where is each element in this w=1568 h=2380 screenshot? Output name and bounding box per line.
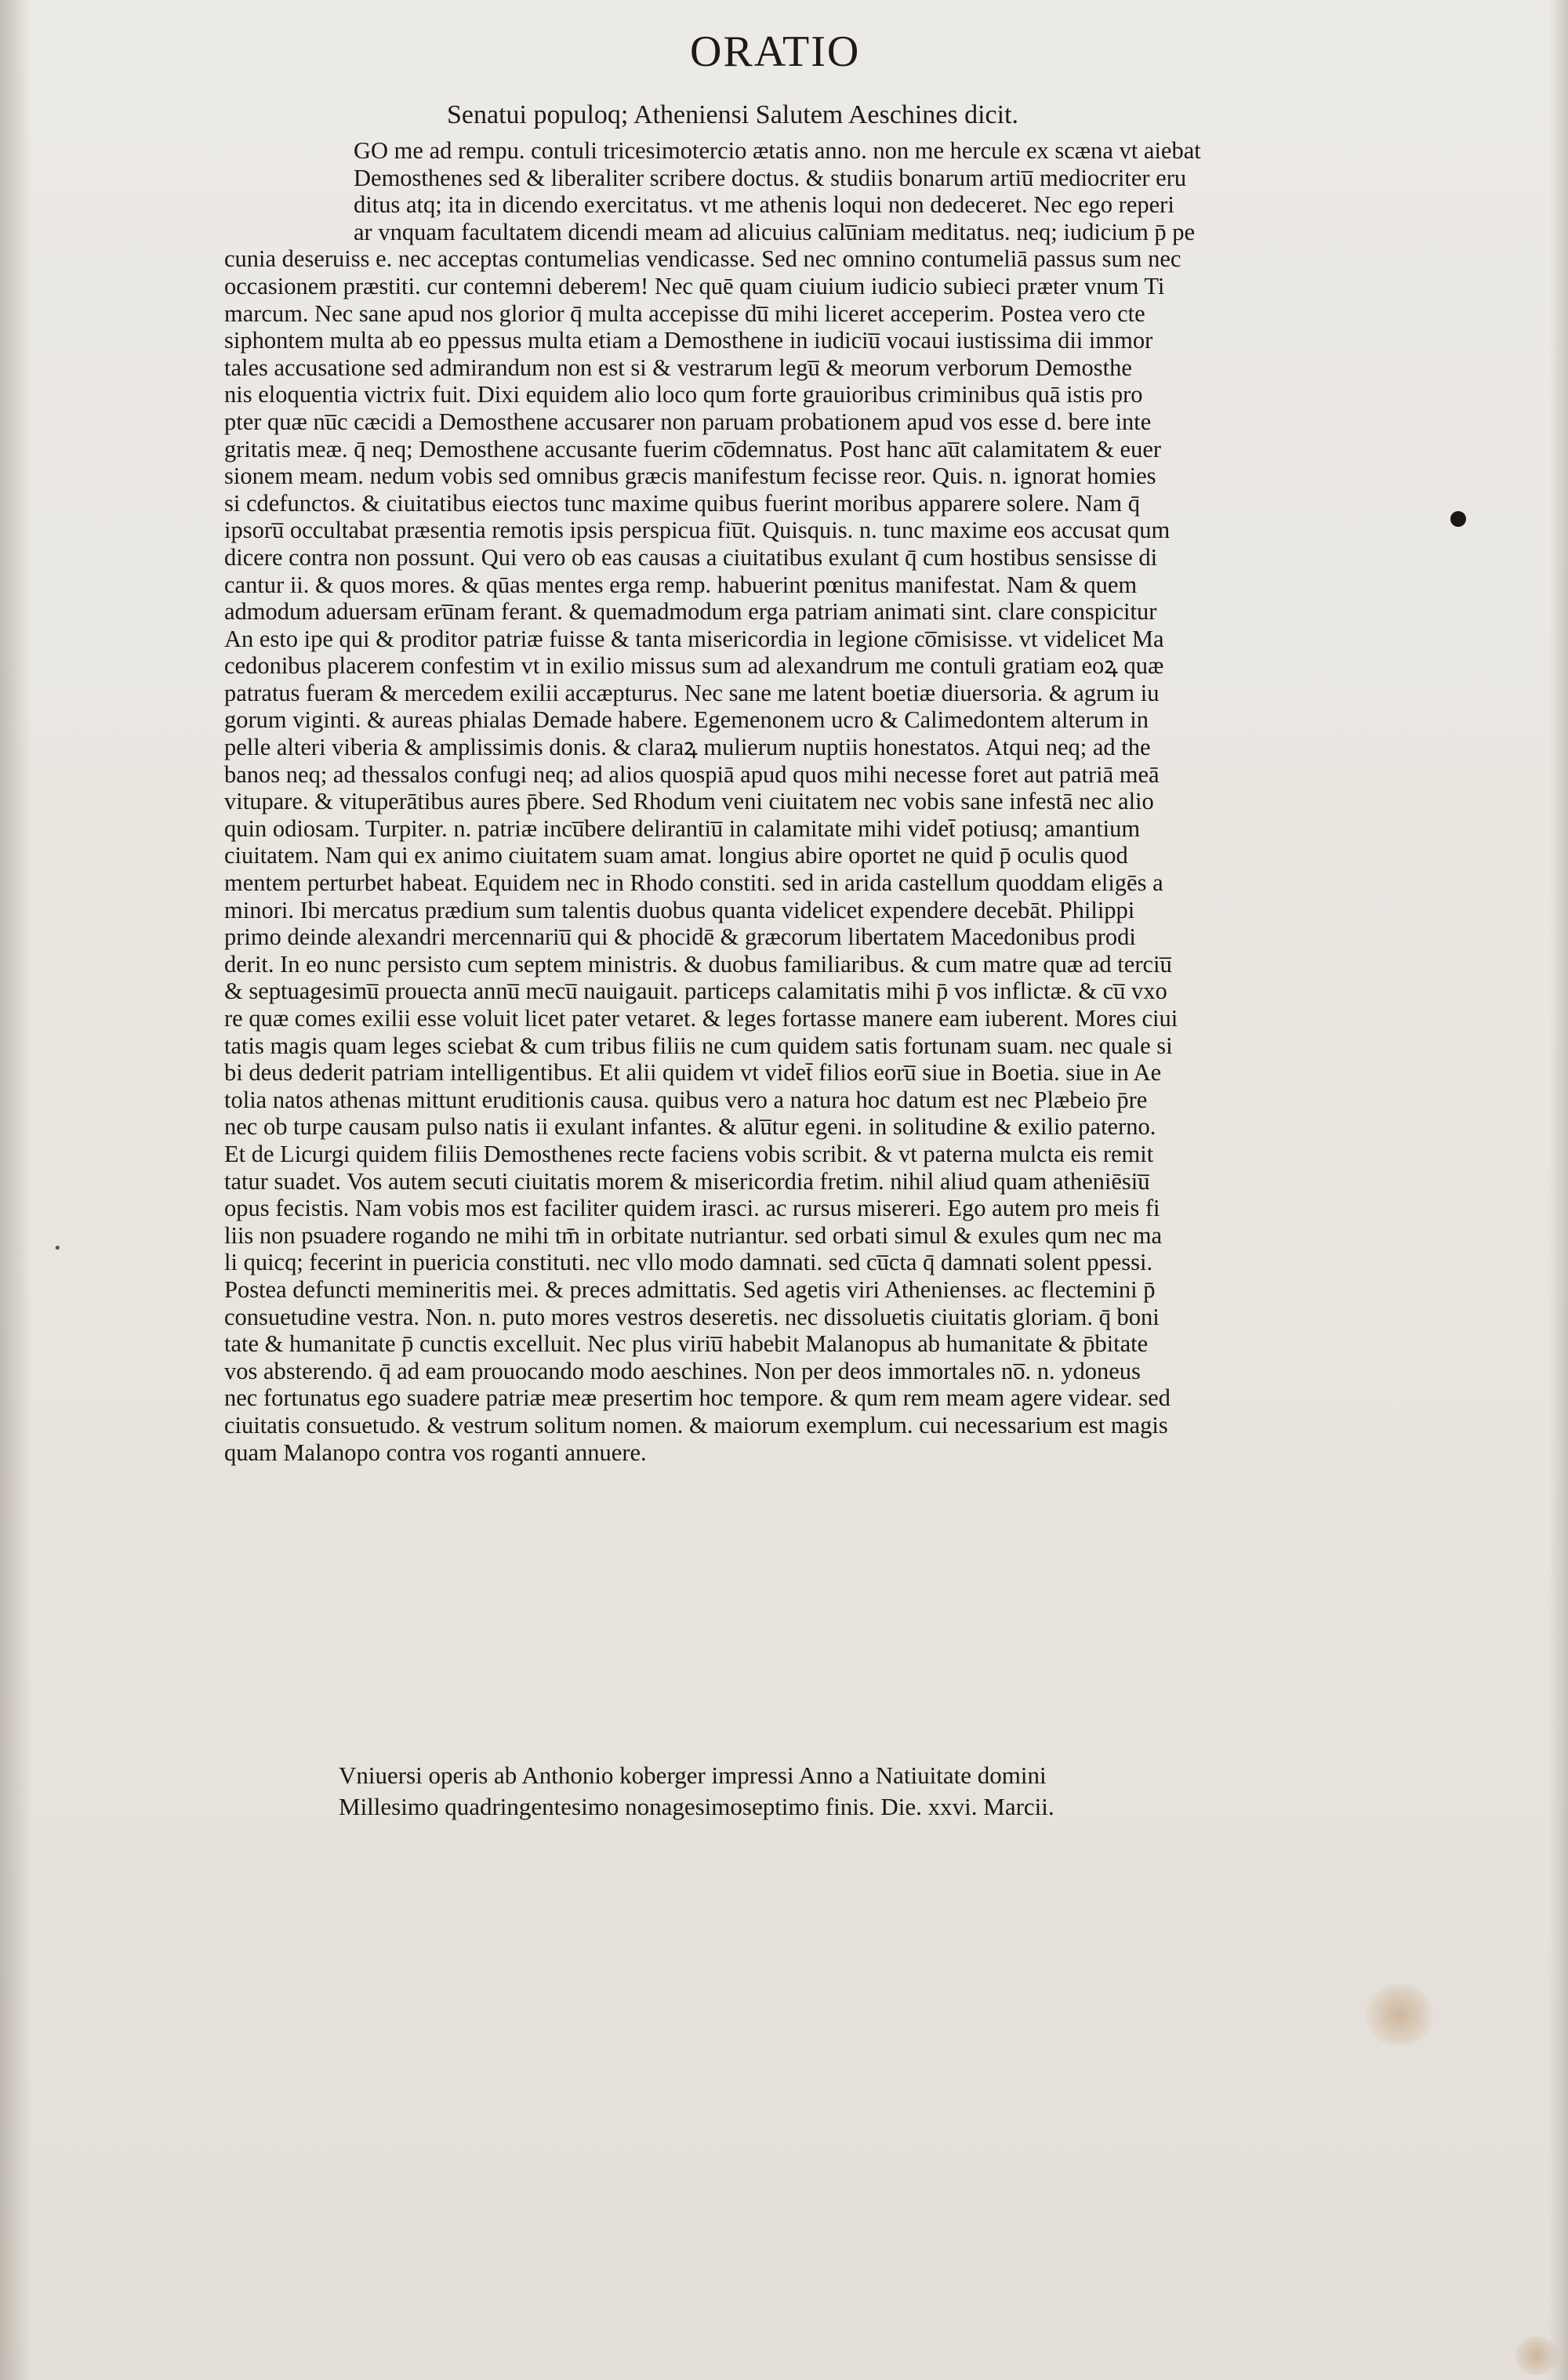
text-line: primo deinde alexandri mercennariu̅ qui & phocidē & græcorum libertatem Macedonibus prodi [224, 923, 1136, 951]
text-line: ar vnquam facultatem dicendi meam ad alicuius calu̅niam meditatus. neq; iudicium p̄ pe [354, 218, 1196, 245]
margin-mark: • [53, 1240, 62, 1257]
text-line: tatis magis quam leges sciebat & cum tribus filiis ne cum quidem satis fortunam suam. nec quale si [224, 1032, 1173, 1059]
text-line: ciuitatis consuetudo. & vestrum solitum nomen. & maiorum exemplum. cui necessarium est magis [224, 1411, 1168, 1439]
colophon-line: Vniuersi operis ab Anthonio koberger impressi Anno a Natiuitate domini [339, 1761, 1047, 1789]
text-line: ipsoru̅ occultabat præsentia remotis ipsis perspicua fiu̅t. Quisquis. n. tunc maxime eos accusat qum [224, 517, 1171, 544]
text-line: li quicq; fecerint in puericia constituti. nec vllo modo damnati. sed cu̅cta q̄ damnati solent ppessi. [224, 1249, 1153, 1276]
text-line: consuetudine vestra. Non. n. puto mores vestros deseretis. nec dissoluetis ciuitatis gloriam. q̄ boni [224, 1303, 1160, 1330]
text-line: vos absterendo. q̄ ad eam prouocando modo aeschines. Non per deos immortales no̅. n. ydoneus [224, 1357, 1141, 1384]
text-line: opus fecistis. Nam vobis mos est faciliter quidem irasci. ac rursus misereri. Ego autem pro meis fi [224, 1195, 1160, 1222]
text-line: pter quæ nu̅c cæcidi a Demosthene accusarer non paruam probationem apud vos esse d. bere inte [224, 408, 1152, 435]
text-line: gritatis meæ. q̄ neq; Demosthene accusante fuerim co̅demnatus. Post hanc au̅t calamitatem & euer [224, 435, 1162, 463]
text-line: patratus fueram & mercedem exilii accæpturus. Nec sane me latent boetiæ diuersoria. & agrum iu [224, 679, 1160, 706]
text-line: bi deus dederit patriam intelligentibus. Et alii quidem vt videt̄ filios eoru̅ siue in Boetia. siue in Ae [224, 1059, 1162, 1087]
text-line: Postea defuncti memineritis mei. & preces admittatis. Sed agetis viri Athenienses. ac flectemini p̄ [224, 1275, 1156, 1303]
text-line: dicere contra non possunt. Qui vero ob eas causas a ciuitatibus exulant q̄ cum hostibus sensisse di [224, 543, 1158, 571]
text-line: sionem meam. nedum vobis sed omnibus græcis manifestum fecisse reor. Quis. n. ignorat homies [224, 463, 1156, 490]
colophon-line: Millesimo quadringentesimo nonagesimoseptimo finis. Die. xxvi. Marcii. [339, 1793, 1054, 1820]
text-line: ditus atq; ita in dicendo exercitatus. vt me athenis loqui non dedeceret. Nec ego reperi [354, 191, 1174, 219]
text-line: tatur suadet. Vos autem secuti ciuitatis morem & misericordia fretim. nihil aliud quam atheniēsiu̅ [224, 1167, 1150, 1195]
text-line: quam Malanopo contra vos roganti annuere. [224, 1439, 647, 1466]
text-line: mentem perturbet habeat. Equidem nec in Rhodo constiti. sed in arida castellum quoddam eligēs a [224, 869, 1163, 897]
text-line: liis non psuadere rogando ne mihi tm̄ in orbitate nutriantur. sed orbati simul & exules qum nec ma [224, 1221, 1163, 1249]
text-line: pelle alteri viberia & amplissimis donis. & claraꝝ mulierum nuptiis honestatos. Atqui neq; ad the [224, 734, 1151, 761]
salutation-line: Senatui populoq; Atheniensi Salutem Aeschines dicit. [447, 100, 1019, 129]
text-line: minori. Ibi mercatus prædium sum talentis duobus quanta videlicet expendere decebāt. Philippi [224, 896, 1135, 923]
text-line: banos neq; ad thessalos confugi neq; ad alios quospiā apud quos mihi necesse foret aut patriā meā [224, 760, 1160, 788]
text-line: re quæ comes exilii esse voluit licet pater vetaret. & leges fortasse manere eam iuberent. Mores ciui [224, 1005, 1178, 1032]
text-line: cantur ii. & quos mores. & qūas mentes erga remp. habuerint pœnitus manifestat. Nam & quem [224, 571, 1138, 598]
text-line: GO me ad rempu. contuli tricesimotercio ætatis anno. non me hercule ex scæna vt aiebat [354, 137, 1201, 164]
text-line: An esto ipe qui & proditor patriæ fuisse & tanta misericordia in legione co̅misisse. vt videlicet Ma [224, 625, 1164, 652]
text-line: cunia deseruiss e. nec acceptas contumelias vendicasse. Sed nec omnino contumeliā passus sum nec [224, 245, 1181, 273]
text-line: Et de Licurgi quidem filiis Demosthenes recte faciens vobis scribit. & vt paterna mulcta eis remit [224, 1140, 1154, 1167]
text-line: tolia natos athenas mittunt eruditionis causa. quibus vero a natura hoc datum est nec Plæbeio p̄re [224, 1086, 1148, 1113]
text-line: tales accusatione sed admirandum non est si & vestrarum legu̅ & meorum verborum Demosthe [224, 354, 1132, 381]
text-line: vitupare. & vituperātibus aures p̄bere. Sed Rhodum veni ciuitatem nec vobis sane infestā nec alio [224, 788, 1154, 815]
text-line: nis eloquentia victrix fuit. Dixi equidem alio loco qum forte grauioribus criminibus quā istis pro [224, 381, 1143, 408]
text-line: marcum. Nec sane apud nos glorior q̄ multa accepisse du̅ mihi liceret acceperim. Postea vero cte [224, 299, 1145, 327]
running-head: ORATIO [690, 27, 861, 76]
page-gutter-shadow [1549, 0, 1568, 2380]
text-line: nec ob turpe causam pulso natis ii exulant infantes. & alu̅tur egeni. in solitudine & exilio paterno. [224, 1113, 1156, 1141]
text-line: gorum viginti. & aureas phialas Demade habere. Egemenonem ucro & Calimedontem alterum in [224, 706, 1149, 734]
text-line: derit. In eo nunc persisto cum septem ministris. & duobus familiaribus. & cum matre quæ ad terciu̅ [224, 950, 1172, 978]
text-line: admodum aduersam eru̅nam ferant. & quemadmodum erga patriam animati sint. clare conspicitur [224, 598, 1157, 626]
text-line: Demosthenes sed & liberaliter scribere doctus. & studiis bonarum artiu̅ mediocriter eru [354, 164, 1187, 191]
text-line: quin odiosam. Turpiter. n. patriæ incu̅bere delirantiu̅ in calamitate mihi videt̄ potiusq; amantium [224, 814, 1141, 842]
text-line: tate & humanitate p̄ cunctis excelluit. Nec plus viriu̅ habebit Malanopus ab humanitate & p̄bitate [224, 1330, 1149, 1358]
foxing-stain-small [1513, 2336, 1560, 2375]
text-line: occasionem præstiti. cur contemni deberem! Nec quē quam ciuium iudicio subieci præter vnum Ti [224, 272, 1165, 299]
colophon [339, 1760, 1389, 1846]
oration-body [224, 137, 1498, 1744]
text-line: cedonibus placerem confestim vt in exilio missus sum ad alexandrum me contuli gratiam eoꝝ quæ [224, 652, 1164, 680]
text-line: & septuagesimu̅ prouecta annu̅ mecu̅ nauigauit. particeps calamitatis mihi p̄ vos inflictæ. & cu̅ vxo [224, 978, 1167, 1005]
text-line: nec fortunatus ego suadere patriæ meæ presertim hoc tempore. & qum rem meam agere videar. sed [224, 1384, 1171, 1412]
text-line: siphontem multa ab eo ppessus multa etiam a Demosthene in iudiciu̅ vocaui iustissima dii immor [224, 327, 1153, 354]
text-line: ciuitatem. Nam qui ex animo ciuitatem suam amat. longius abire oportet ne quid p̄ oculis quod [224, 842, 1128, 869]
text-line: si cdefunctos. & ciuitatibus eiectos tunc maxime quibus fuerint moribus apparere solere. Nam q̄ [224, 489, 1140, 517]
foxing-stain [1364, 1983, 1435, 2046]
